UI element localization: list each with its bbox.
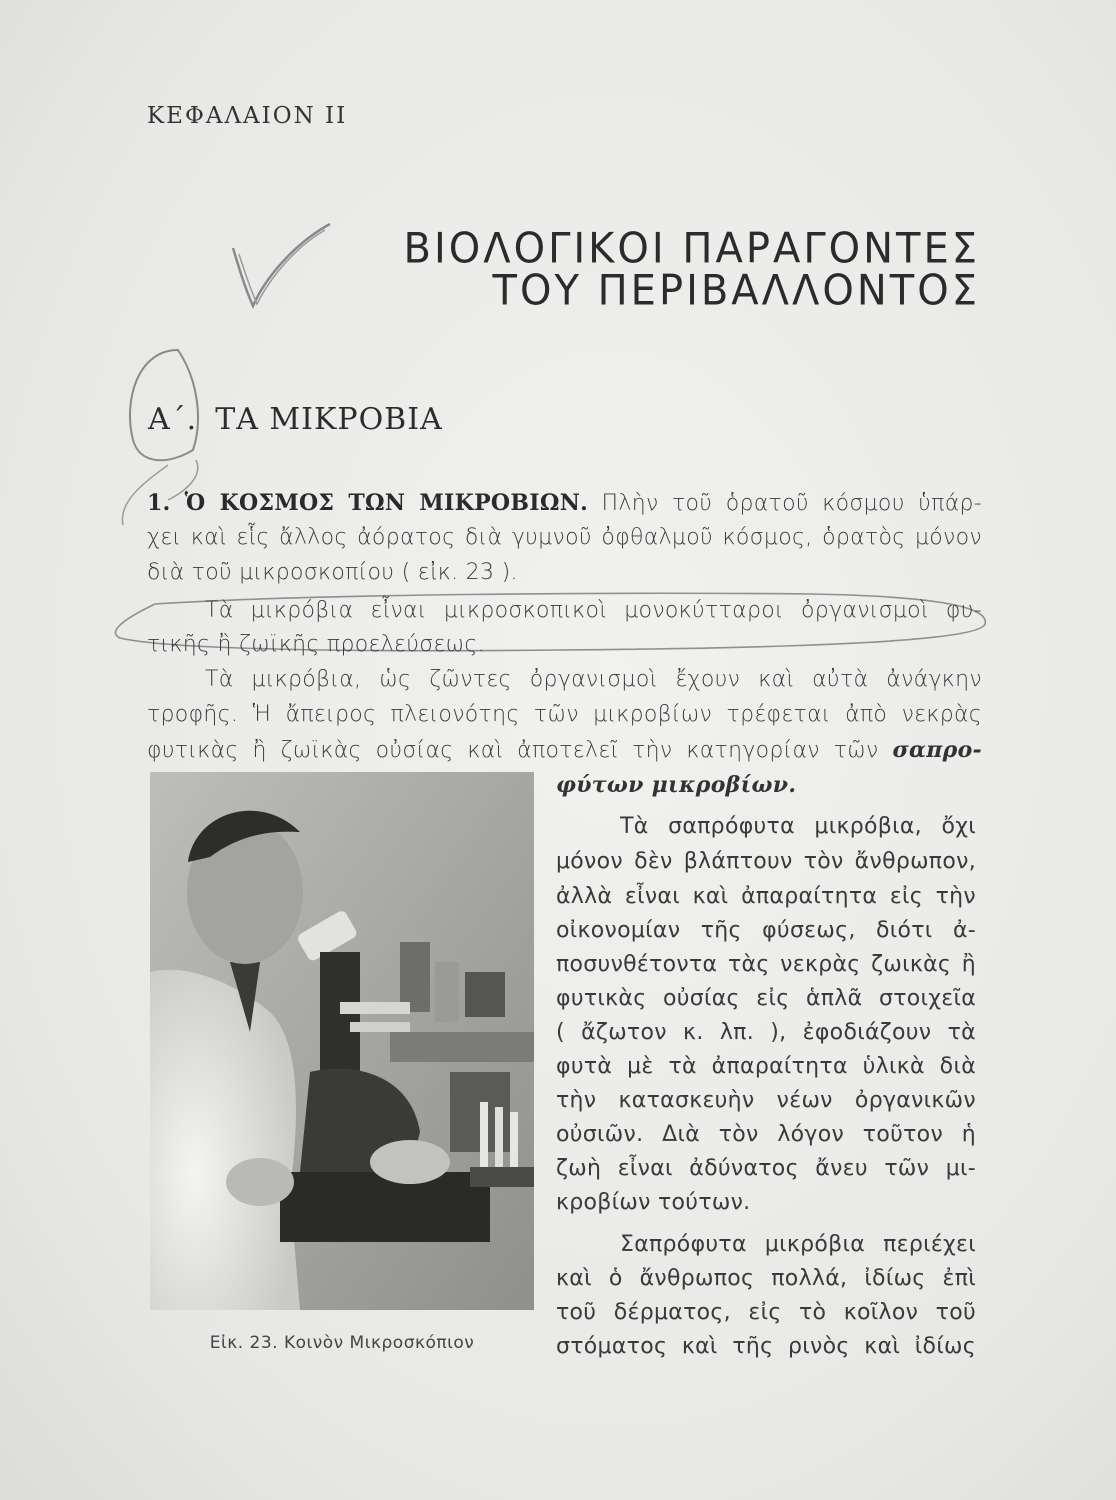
column-line-13: Σαπρόφυτα μικρόβια περιέχει [620, 1232, 976, 1257]
column-line-7: ( ἄζωτον κ. λπ. ), ἐφοδιάζουν τὰ [556, 1020, 976, 1045]
paragraph-2-line-1: Τὰ μικρόβια εἶναι μικροσκοπικοὶ μονοκύτταροι ὀργανισμοὶ φυ- [205, 598, 982, 623]
column-line-6: φυτικὰς οὐσίας εἰς ἁπλᾶ στοιχεῖα [556, 986, 976, 1011]
column-line-14: καὶ ὁ ἄνθρωπος πολλά, ἰδίως ἐπὶ [556, 1266, 976, 1291]
column-line-12: κροβίων τούτων. [556, 1190, 751, 1215]
paragraph-text: Πλὴν τοῦ ὁρατοῦ κόσμου ὑπάρ- [601, 491, 983, 516]
emphasis-term: σαπρο- [892, 737, 982, 763]
column-line-15: τοῦ δέρματος, εἰς τὸ κοῖλον τοῦ [556, 1300, 976, 1325]
column-line-8: φυτὰ μὲ τὰ ἀπαραίτητα ὑλικὰ διὰ [556, 1054, 976, 1079]
paragraph-3-line-1: Τὰ μικρόβια, ὡς ζῶντες ὀργανισμοὶ ἔχουν καὶ αὐτὰ ἀνάγκην [205, 667, 982, 692]
scientist-microscope-image [150, 772, 534, 1310]
column-line-9: τὴν κατασκευὴν νέων ὀργανικῶν [556, 1088, 976, 1113]
paragraph-1-line-1 [147, 490, 982, 516]
paragraph-1-line-3: διὰ τοῦ μικροσκοπίου ( εἰκ. 23 ). [147, 560, 518, 585]
paragraph-2-line-2: τικῆς ἢ ζωϊκῆς προελεύσεως. [147, 632, 485, 657]
column-line-11: ζωὴ εἶναι ἀδύνατος ἄνευ τῶν μι- [556, 1156, 976, 1181]
paragraph-3-line-2: τροφῆς. Ἡ ἄπειρος πλειονότης τῶν μικροβίων τρέφεται ἀπὸ νεκρὰς [147, 702, 982, 727]
column-line-5: ποσυνθέτοντα τὰς νεκρὰς ζωικὰς ἢ [556, 952, 976, 977]
paragraph-text: φυτικὰς ἢ ζωϊκὰς οὐσίας καὶ ἀποτελεῖ τὴν κατηγορίαν τῶν [147, 738, 879, 763]
emphasis-term-continued [556, 772, 976, 798]
emphasis-term: φύτων μικροβίων. [556, 772, 797, 798]
column-line-1: Τὰ σαπρόφυτα μικρόβια, ὄχι [620, 814, 976, 839]
column-line-4: οἰκονομίαν τῆς φύσεως, διότι ἀ- [556, 918, 976, 943]
section-title: ΤΑ ΜΙΚΡΟΒΙΑ [215, 402, 443, 437]
paragraph-1-line-2: χει καὶ εἷς ἄλλος ἀόρατος διὰ γυμνοῦ ὀφθαλμοῦ κόσμος, ὁρατὸς μόνον [147, 525, 982, 550]
main-title-line-2: ΤΟΥ ΠΕΡΙΒΑΛΛΟΝΤΟΣ [492, 266, 980, 316]
subsection-heading: 1. Ὁ ΚΟΣΜΟΣ ΤΩΝ ΜΙΚΡΟΒΙΩΝ. [147, 490, 589, 516]
figure-caption: Εἰκ. 23. Κοινὸν Μικροσκόπιον [209, 1333, 475, 1353]
main-title-line-1: ΒΙΟΛΟΓΙΚΟΙ ΠΑΡΑΓΟΝΤΕΣ [403, 224, 980, 274]
paragraph-3-line-3 [147, 737, 982, 763]
microscope-photo [150, 772, 534, 1310]
chapter-header: ΚΕΦΑΛΑΙΟΝ II [147, 103, 348, 129]
column-line-10: οὐσιῶν. Διὰ τὸν λόγον τοῦτον ἡ [556, 1122, 976, 1147]
column-line-2: μόνον δὲν βλάπτουν τὸν ἄνθρωπον, [556, 849, 976, 874]
section-heading [148, 402, 443, 437]
column-line-16: στόματος καὶ τῆς ρινὸς καὶ ἰδίως [556, 1334, 976, 1359]
column-line-3: ἀλλὰ εἶναι καὶ ἀπαραίτητα εἰς τὴν [556, 884, 976, 909]
section-number: Α΄. [148, 402, 198, 437]
